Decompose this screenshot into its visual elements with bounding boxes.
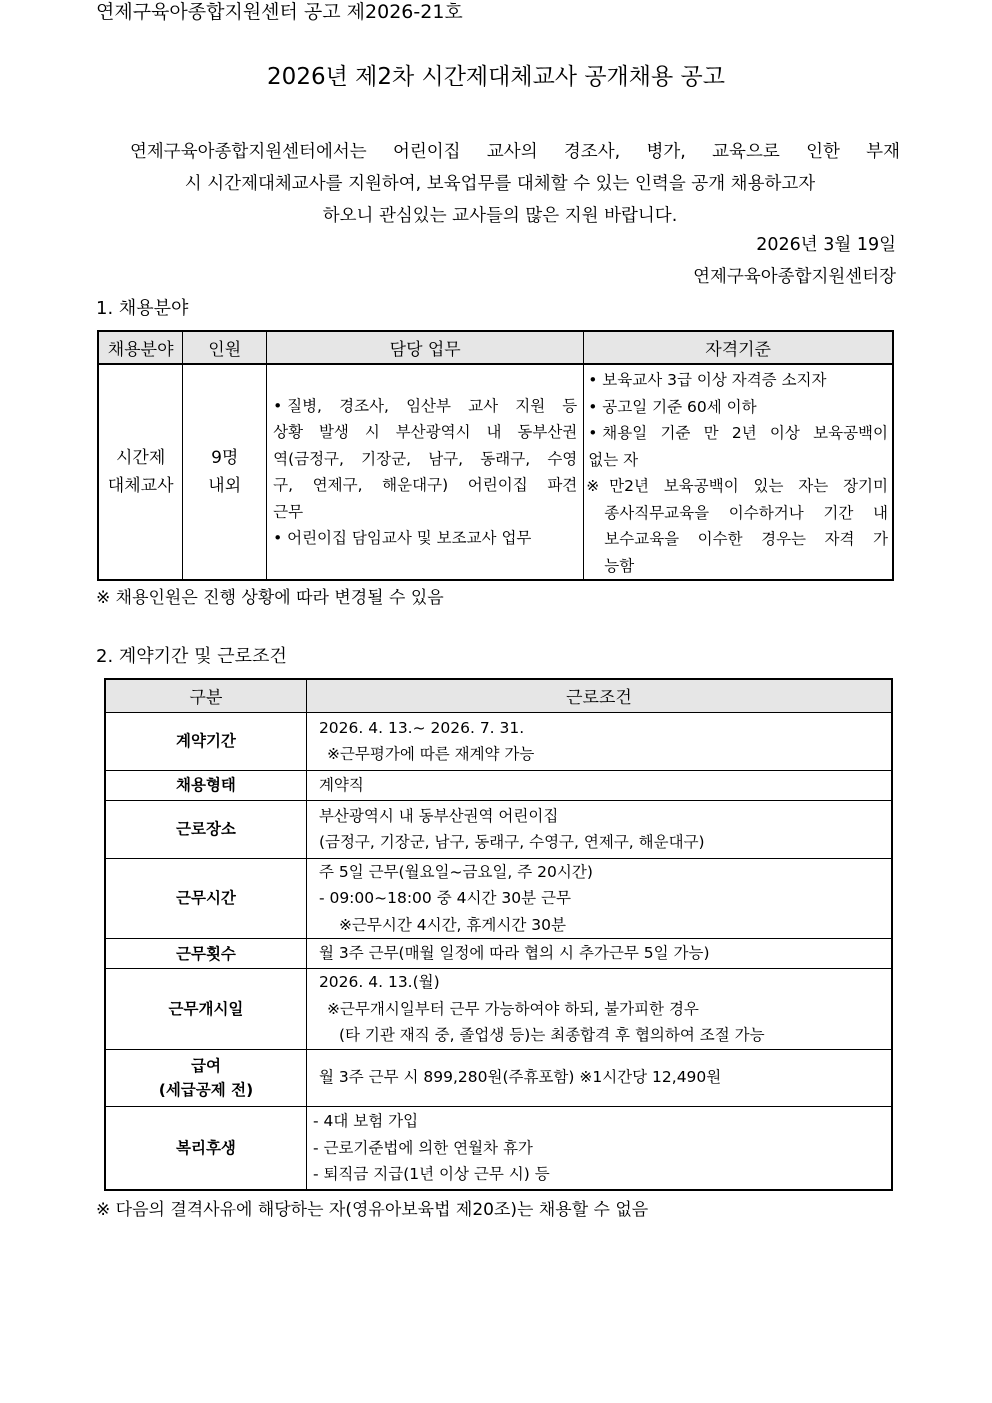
bullet-icon: • — [588, 397, 598, 416]
qual-note: 능함 — [604, 556, 635, 575]
value-line: - 09:00~18:00 중 4시간 30분 근무 — [318, 889, 571, 907]
bullet-icon: • — [273, 396, 283, 415]
qual-text: 없는 자 — [588, 450, 639, 469]
table-row — [105, 800, 892, 858]
table-row — [105, 1049, 892, 1106]
qual-text: 채용일 기준 만 2년 이상 보육공백이 — [602, 424, 888, 442]
section-2-note: ※ 다음의 결격사유에 해당하는 자(영유아보육법 제20조)는 채용할 수 없음 — [96, 1200, 649, 1220]
row-value — [306, 858, 892, 939]
duty-text: 질병, 경조사, 임산부 교사 지원 등 — [287, 396, 578, 415]
row-label: 근무개시일 — [105, 969, 306, 1050]
value-line: ※근무시간 4시간, 휴게시간 30분 — [338, 915, 566, 934]
row-value: 월 3주 근무(매월 일정에 따라 협의 시 추가근무 5일 가능) — [306, 939, 892, 969]
signer: 연제구육아종합지원센터장 — [693, 267, 896, 287]
field-cell — [98, 364, 183, 580]
table-header-row — [105, 679, 892, 712]
duty-text: 상황 발생 시 부산광역시 내 동부산권 — [273, 423, 578, 441]
row-label: 계약기간 — [105, 712, 306, 770]
duty-text: 구, 연제구, 해운대구) 어린이집 파견 — [273, 476, 578, 494]
qual-note: ※만2년 보육공백이 있는 자는 장기미 — [586, 477, 888, 495]
duty-text: 근무 — [273, 502, 304, 521]
header-qualification: 자격기준 — [584, 331, 893, 364]
value-line: (타 기관 재직 중, 졸업생 등)는 최종합격 후 협의하여 조절 가능 — [338, 1026, 765, 1044]
bullet-icon: • — [588, 424, 598, 442]
qual-note: 보수교육을 이수한 경우는 자격 가 — [604, 530, 888, 548]
row-label: 채용형태 — [105, 770, 306, 800]
table-row — [105, 1106, 892, 1190]
row-label: 근무시간 — [105, 858, 306, 939]
notice-number: 연제구육아종합지원센터 공고 제2026-21호 — [96, 1, 463, 23]
row-value — [306, 712, 892, 770]
value-line: - 4대 보험 가입 — [312, 1112, 419, 1130]
count-line: 9명 — [211, 448, 239, 468]
row-label: 근로장소 — [105, 800, 306, 858]
value-line: 2026. 4. 13.~ 2026. 7. 31. — [318, 718, 525, 737]
section-1-note: ※ 채용인원은 진행 상황에 따라 변경될 수 있음 — [96, 588, 444, 608]
count-line: 내외 — [208, 476, 242, 496]
recruitment-field-table — [97, 330, 894, 581]
field-line: 시간제 — [116, 448, 166, 468]
qual-text: 공고일 기준 60세 이하 — [602, 397, 757, 416]
section-1-title: 1. 채용분야 — [96, 298, 189, 319]
value-line: ※근무평가에 따른 재계약 가능 — [326, 745, 535, 763]
row-value — [306, 800, 892, 858]
value-line: - 근로기준법에 의한 연월차 휴가 — [312, 1138, 533, 1157]
header-field: 채용분야 — [98, 331, 183, 364]
header-count: 인원 — [183, 331, 267, 364]
qual-note: 종사직무교육을 이수하거나 기간 내 — [604, 503, 888, 522]
header-duty: 담당 업무 — [267, 331, 584, 364]
qualification-cell — [584, 364, 893, 580]
value-line: - 퇴직금 지급(1년 이상 근무 시) 등 — [312, 1165, 550, 1183]
working-conditions-table — [104, 678, 893, 1191]
label-line: 급여 — [190, 1056, 221, 1075]
field-line: 대체교사 — [107, 476, 174, 496]
count-cell — [183, 364, 267, 580]
row-value — [306, 1106, 892, 1190]
page-title: 2026년 제2차 시간제대체교사 공개채용 공고 — [267, 64, 725, 90]
value-line: ※근무개시일부터 근무 가능하여야 하되, 불가피한 경우 — [326, 999, 699, 1018]
label-line: (세급공제 전) — [158, 1080, 254, 1099]
table-row — [105, 712, 892, 770]
value-line: 부산광역시 내 동부산권역 어린이집 — [318, 806, 559, 825]
bullet-icon: • — [273, 529, 283, 547]
bullet-icon: • — [588, 371, 598, 389]
row-value — [306, 969, 892, 1050]
table-row — [105, 770, 892, 800]
value-line: 주 5일 근무(월요일~금요일, 주 20시간) — [318, 862, 593, 881]
duty-text: 어린이집 담임교사 및 보조교사 업무 — [287, 529, 532, 547]
notice-date: 2026년 3월 19일 — [756, 235, 896, 255]
duty-cell — [267, 364, 584, 580]
row-label: 근무횟수 — [105, 939, 306, 969]
table-header-row — [98, 331, 893, 364]
row-value: 월 3주 근무 시 899,280원(주휴포함) ※1시간당 12,490원 — [306, 1049, 892, 1106]
table-row — [105, 858, 892, 939]
intro-line-3: 하오니 관심있는 교사들의 많은 지원 바랍니다. — [322, 206, 678, 226]
header-category: 구분 — [105, 679, 306, 712]
value-line: 2026. 4. 13.(월) — [318, 973, 440, 991]
value-line: (금정구, 기장군, 남구, 동래구, 수영구, 연제구, 해운대구) — [318, 833, 705, 851]
table-row — [105, 939, 892, 969]
row-label — [105, 1049, 306, 1106]
intro-line-2: 시 시간제대체교사를 지원하여, 보육업무를 대체할 수 있는 인력을 공개 채용하고자 — [184, 174, 816, 194]
row-value: 계약직 — [306, 770, 892, 800]
qual-text: 보육교사 3급 이상 자격증 소지자 — [602, 371, 827, 389]
table-row — [105, 969, 892, 1050]
row-label: 복리후생 — [105, 1106, 306, 1190]
table-row — [98, 364, 893, 580]
intro-paragraph — [100, 136, 900, 232]
section-2-title: 2. 계약기간 및 근로조건 — [96, 646, 287, 667]
header-conditions: 근로조건 — [306, 679, 892, 712]
intro-line-1: 연제구육아종합지원센터에서는 어린이집 교사의 경조사, 병가, 교육으로 인한 부재 — [130, 142, 900, 162]
duty-text: 역(금정구, 기장군, 남구, 동래구, 수영 — [273, 449, 578, 468]
